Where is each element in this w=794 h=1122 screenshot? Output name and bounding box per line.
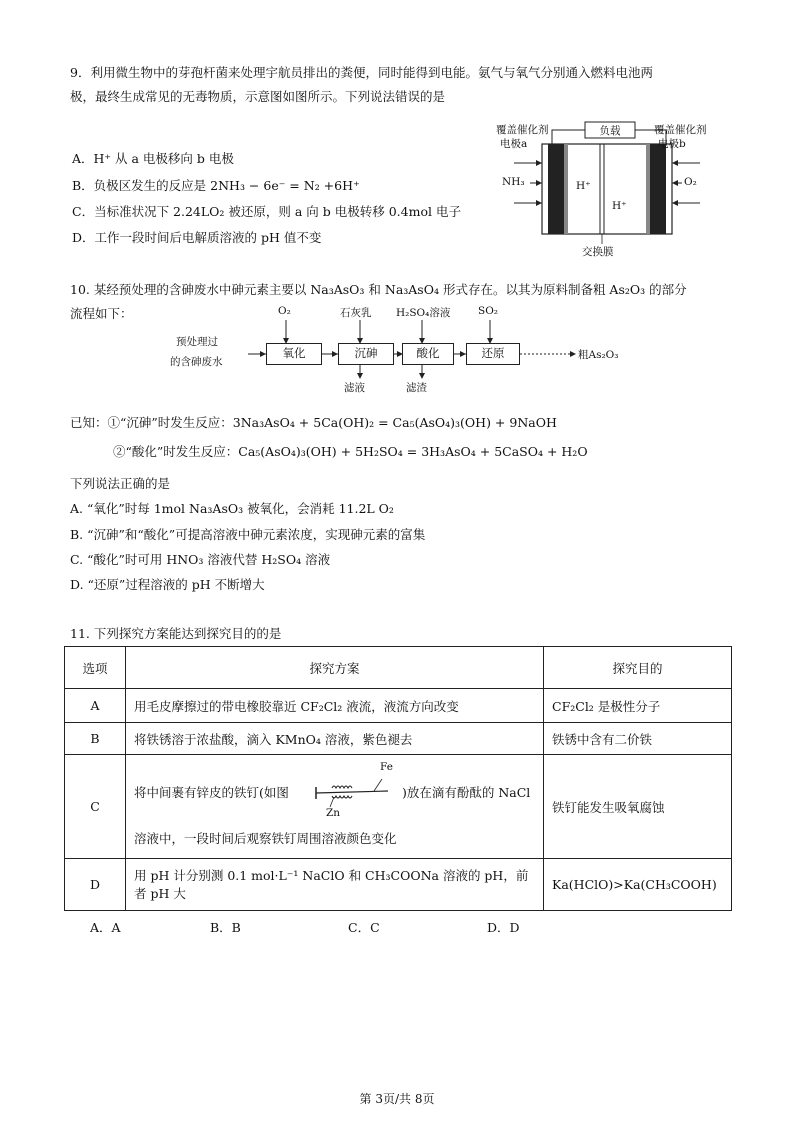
input-o2: O₂ xyxy=(278,305,291,317)
flow-start-1: 预处理过 xyxy=(176,336,218,348)
page-footer: 第 3页/共 8页 xyxy=(359,1092,435,1106)
q10-option-c: C. “酸化”时可用 HNO₃ 溶液代替 H₂SO₄ 溶液 xyxy=(70,552,331,567)
table-row xyxy=(65,755,732,859)
row-a-option: A xyxy=(65,689,126,723)
row-c-option: C xyxy=(65,755,126,859)
h-ion-left: H⁺ xyxy=(576,180,591,192)
row-d-option: D xyxy=(65,859,126,911)
row-c-plan-1: 将中间裹有锌皮的铁钉(如图 xyxy=(134,784,289,800)
nh3-label: NH₃ xyxy=(502,176,525,188)
load-label: 负载 xyxy=(599,125,621,137)
q10-known-1: 已知：①“沉砷”时发生反应：3Na₃AsO₄ + 5Ca(OH)₂ = Ca₅(AsO₄)₃(OH) + 9NaOH xyxy=(70,415,557,430)
electrode-a xyxy=(548,144,564,234)
electrode-a-label-2: 电极a xyxy=(500,138,528,150)
q10-option-a: A. “氧化”时每 1mol Na₃AsO₃ 被氧化，会消耗 11.2L O₂ xyxy=(70,501,394,516)
input-lime-milk: 石灰乳 xyxy=(340,307,372,319)
header-plan: 探究方案 xyxy=(126,647,544,689)
q11-table xyxy=(64,646,732,911)
q10-prompt: 下列说法正确的是 xyxy=(70,476,171,491)
q9-stem-line2: 极，最终生成常见的无毒物质，示意图如图所示。下列说法错误的是 xyxy=(70,89,446,104)
q10-option-b: B. “沉砷”和“酸化”可提高溶液中砷元素浓度，实现砷元素的富集 xyxy=(70,527,426,542)
q9-option-a: A．H⁺ 从 a 电极移向 b 电极 xyxy=(72,151,234,166)
electrode-b-label-2: 电极b xyxy=(658,138,686,150)
table-header-row xyxy=(65,647,732,689)
h-ion-right: H⁺ xyxy=(612,200,627,212)
o2-label: O₂ xyxy=(684,176,697,188)
electrode-a-label-1: 覆盖催化剂 xyxy=(496,124,549,136)
q11-choice-d: D．D xyxy=(487,920,520,935)
q9-option-b: B．负极区发生的反应是 2NH₃ − 6e⁻ = N₂ +6H⁺ xyxy=(72,178,360,193)
step-reduce: 还原 xyxy=(466,343,520,365)
fig-fe-label: Fe xyxy=(380,760,393,773)
row-d-purpose: Ka(HClO)>Ka(CH₃COOH) xyxy=(544,859,732,911)
row-c-purpose: 铁钉能发生吸氧腐蚀 xyxy=(544,755,732,859)
q10-flowchart xyxy=(170,304,640,398)
membrane-label: 交换膜 xyxy=(582,246,614,258)
header-purpose: 探究目的 xyxy=(544,647,732,689)
q11-choice-a: A．A xyxy=(90,920,121,935)
q11-choice-b: B．B xyxy=(210,920,241,935)
q9-stem-line1: 9．利用微生物中的芽孢杆菌来处理宇航员排出的粪便，同时能得到电能。氨气与氧气分别通入燃料电池两 xyxy=(70,65,653,80)
row-a-purpose: CF₂Cl₂ 是极性分子 xyxy=(544,689,732,723)
row-b-option: B xyxy=(65,723,126,755)
electrode-b xyxy=(650,144,666,234)
q9-fuel-cell-figure xyxy=(490,118,730,263)
q10-option-d: D. “还原”过程溶液的 pH 不断增大 xyxy=(70,577,265,592)
row-c-plan-2: )放在滴有酚酞的 NaCl xyxy=(402,784,531,800)
row-b-plan: 将铁锈溶于浓盐酸，滴入 KMnO₄ 溶液，紫色褪去 xyxy=(126,723,544,755)
input-so2: SO₂ xyxy=(478,305,499,317)
q9-option-c: C．当标准状况下 2.24LO₂ 被还原，则 a 向 b 电极转移 0.4mol 电子 xyxy=(72,204,461,219)
step-oxidation: 氧化 xyxy=(266,343,322,365)
row-a-plan: 用毛皮摩擦过的带电橡胶靠近 CF₂Cl₂ 液流，液流方向改变 xyxy=(126,689,544,723)
product-as2o3: 粗As₂O₃ xyxy=(578,349,619,361)
electrode-b-label-1: 覆盖催化剂 xyxy=(654,124,707,136)
output-filtrate: 滤液 xyxy=(344,382,365,394)
row-b-purpose: 铁锈中含有二价铁 xyxy=(544,723,732,755)
step-precipitate-arsenic: 沉砷 xyxy=(338,343,394,365)
row-d-plan-1: 用 pH 计分别测 0.1 mol·L⁻¹ NaClO 和 CH₃COONa 溶液的 pH，前 xyxy=(134,867,529,883)
header-option: 选项 xyxy=(65,647,126,689)
q10-stem-line2: 流程如下： xyxy=(70,306,133,321)
q10-known-2: ②“酸化”时发生反应：Ca₅(AsO₄)₃(OH) + 5H₂SO₄ = 3H₃AsO₄ + 5CaSO₄ + H₂O xyxy=(113,444,588,459)
row-c-plan xyxy=(126,755,544,859)
fig-zn-label: Zn xyxy=(326,806,341,819)
q11-stem: 11. 下列探究方案能达到探究目的的是 xyxy=(70,626,282,641)
table-row xyxy=(65,859,732,911)
table-row xyxy=(65,723,732,755)
row-d-plan-2: 者 pH 大 xyxy=(134,885,186,901)
q10-stem-line1: 10. 某经预处理的含砷废水中砷元素主要以 Na₃AsO₃ 和 Na₃AsO₄ 形式存在。以其为原料制备粗 As₂O₃ 的部分 xyxy=(70,282,687,297)
q11-choice-c: C．C xyxy=(348,920,380,935)
step-acidify: 酸化 xyxy=(402,343,454,365)
row-c-plan-3: 溶液中，一段时间后观察铁钉周围溶液颜色变化 xyxy=(134,830,397,846)
output-residue: 滤渣 xyxy=(406,382,427,394)
table-row xyxy=(65,689,732,723)
q9-option-d: D．工作一段时间后电解质溶液的 pH 值不变 xyxy=(72,230,322,245)
input-h2so4: H₂SO₄溶液 xyxy=(396,307,451,319)
row-d-plan xyxy=(126,859,544,911)
flow-start-2: 的含砷废水 xyxy=(170,356,223,368)
